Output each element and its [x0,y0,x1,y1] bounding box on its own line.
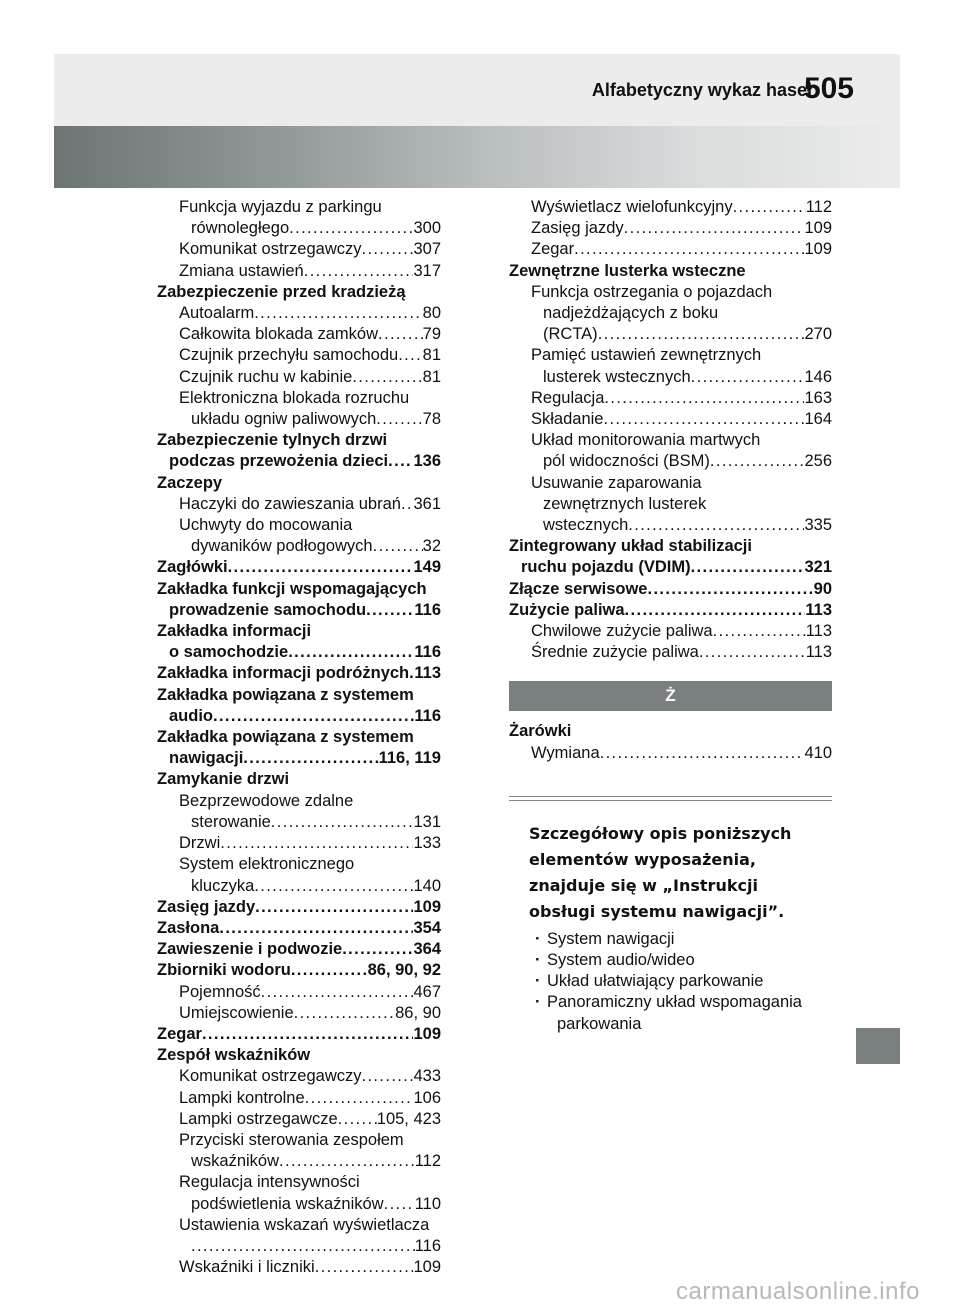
entry-page: 361 [413,494,441,513]
entry-page: 116 [414,643,441,662]
index-entry [509,388,832,409]
leader-dots [342,939,413,960]
entry-label: Zmiana ustawień [179,261,304,280]
leader-dots [289,218,413,239]
leader-dots [691,367,805,388]
leader-dots [378,324,423,345]
index-entry: Funkcja wyjazdu z parkingu [179,198,382,216]
leader-dots [362,239,414,260]
entry-page: 270 [804,325,832,344]
index-entry: Bezprzewodowe zdalne [179,791,354,810]
leader-dots [373,536,423,557]
entry-label: Lampki kontrolne [179,1088,305,1107]
entry-label: Zawieszenie i podwozie [157,940,343,959]
index-entry: Zespół wskaźników [157,1046,311,1065]
note-list-item: · System nawigacji [509,929,832,950]
index-entry [509,557,832,578]
index-entry [157,494,441,515]
entry-page: 163 [804,388,832,407]
leader-dots [202,1024,414,1045]
index-entry: Pamięć ustawień zewnętrznych [531,346,762,365]
entry-page: 90 [813,579,832,598]
index-entry: Zabezpieczenie przed kradzieżą [157,282,406,301]
entry-page: 80 [422,304,441,323]
leader-dots [733,197,806,218]
entry-page: 256 [804,452,832,471]
index-entry [509,367,832,388]
note-heading-line: elementów wyposażenia, [529,849,756,869]
index-entry [157,239,441,260]
entry-page: 354 [413,918,441,937]
entry-page: 105, 423 [376,1109,441,1128]
entry-label: Pojemność [179,982,261,1001]
index-entry [509,743,832,764]
leader-dots [279,1151,415,1172]
entry-label: Czujnik ruchu w kabinie [179,367,353,386]
note-list-item: · Panoramiczny układ wspomagania [509,992,832,1013]
entry-page: 364 [413,940,441,959]
index-entry [157,960,441,981]
leader-dots [384,1194,415,1215]
entry-label: lusterek wstecznych [543,367,691,386]
index-entry [157,409,441,430]
note-heading-line: znajduje się w „Instrukcji [529,875,758,895]
index-entry: Funkcja ostrzegania o pojazdach [531,282,773,301]
entry-page: 109 [804,219,832,238]
index-entry [157,1066,441,1087]
index-entry [157,706,441,727]
entry-label: Zużycie paliwa [509,600,625,619]
entry-label: wstecznych [543,516,629,535]
entry-page: 321 [804,558,832,577]
entry-label: Zagłówki [157,558,228,577]
entry-page: 433 [413,1067,441,1086]
entry-label: audio [169,706,213,725]
entry-label: Czujnik przechyłu samochodu [179,346,399,365]
index-entry [157,833,441,854]
index-list-section [509,721,832,763]
index-entry: Przyciski sterowania zespołem [179,1130,404,1149]
index-entry [157,1003,441,1024]
entry-page: 78 [422,410,441,429]
entry-label: układu ogniw paliwowych [191,410,377,429]
section-letter-bar: Ż [509,681,832,711]
entry-label: o samochodzie [169,643,289,662]
index-entry [157,748,441,769]
entry-page: 32 [422,537,441,556]
index-entry [509,515,832,536]
index-entry [157,1194,441,1215]
entry-page: 86, 90, 92 [367,961,441,980]
entry-page: 116 [414,600,441,619]
entry-page: 113 [805,600,832,619]
index-entry [509,218,832,239]
divider [509,796,832,801]
leader-dots [219,918,413,939]
entry-page: 133 [413,834,441,853]
index-entry: Uchwyty do mocowania [179,516,353,535]
entry-page: 317 [413,261,441,280]
leader-dots [401,494,414,515]
index-entry: Żarówki [509,722,572,741]
index-entry [157,536,441,557]
note-list-item-continuation: parkowania [557,1014,642,1033]
index-entry: Zewnętrzne lusterka wsteczne [509,261,746,280]
index-entry: Zakładka funkcji wspomagających [157,579,427,598]
leader-dots [598,324,805,345]
index-entry: System elektronicznego [179,855,355,874]
entry-label: podczas przewożenia dzieci [169,452,389,471]
index-column-right [509,197,832,1035]
leader-dots [305,1088,414,1109]
index-entry: Zintegrowany układ stabilizacji [509,537,752,556]
entry-label: Drzwi [179,834,221,853]
entry-page: 300 [413,219,441,238]
leader-dots [398,345,422,366]
leader-dots [294,1003,396,1024]
leader-dots [261,982,414,1003]
index-entry [509,451,832,472]
entry-label: Wyświetlacz wielofunkcyjny [531,198,733,216]
leader-dots [388,451,413,472]
entry-page: 335 [804,516,832,535]
entry-label: Zegar [157,1024,202,1043]
entry-page: 146 [804,367,832,386]
leader-dots [376,409,422,430]
entry-page: 79 [422,325,441,344]
entry-page: 116 [414,1236,441,1255]
entry-label: Komunikat ostrzegawczy [179,1067,362,1086]
entry-label: sterowanie [191,812,271,831]
entry-label: Umiejscowienie [179,1003,294,1022]
index-list-right [509,197,832,663]
entry-label: Wskaźniki i liczniki [179,1258,315,1277]
leader-dots [713,621,806,642]
leader-dots [271,812,414,833]
entry-label: Regulacja [531,388,605,407]
index-entry [509,197,832,218]
leader-dots [228,557,414,578]
entry-page: 136 [413,452,441,471]
index-entry [157,642,441,663]
leader-dots [710,451,805,472]
entry-label: Zasłona [157,918,220,937]
leader-dots [624,218,805,239]
leader-dots [254,303,422,324]
index-entry [509,239,832,260]
entry-page: 113 [805,622,832,641]
index-entry [157,918,441,939]
index-entry [157,367,441,388]
leader-dots [291,960,368,981]
leader-dots [600,743,805,764]
index-entry [157,939,441,960]
entry-label: pól widoczności (BSM) [543,452,710,471]
note-list-item: · Układ ułatwiający parkowanie [509,971,832,992]
entry-label: wskaźników [191,1152,280,1171]
entry-label: Wymiana [531,743,600,762]
entry-label: równoległego [191,219,290,238]
leader-dots [603,409,804,430]
entry-label: prowadzenie samochodu [169,600,367,619]
entry-label: Złącze serwisowe [509,579,648,598]
index-entry [157,663,441,684]
watermark: carmanualsonline.info [676,1278,920,1305]
leader-dots [255,897,413,918]
entry-page: 112 [414,1152,441,1171]
entry-label: (RCTA) [543,325,598,344]
index-entry: Zakładka powiązana z systemem [157,685,414,704]
leader-dots [648,579,814,600]
leader-dots [315,1257,414,1278]
index-entry: Układ monitorowania martwych [531,431,761,450]
entry-page: 110 [414,1194,441,1213]
leader-dots [604,388,804,409]
entry-label: Zbiorniki wodoru [157,961,291,980]
index-entry [157,261,441,282]
entry-label: Autoalarm [179,304,255,323]
index-entry [509,621,832,642]
leader-dots [213,706,414,727]
entry-page: 106 [413,1088,441,1107]
index-entry: Zabezpieczenie tylnych drzwi [157,431,388,450]
entry-label: Zakładka informacji podróżnych [157,664,410,683]
index-entry: Zakładka informacji [157,622,312,641]
entry-page: 81 [422,367,441,386]
entry-label: Komunikat ostrzegawczy [179,240,362,259]
index-entry [157,303,441,324]
index-entry [157,1151,441,1172]
entry-page: 109 [413,1258,441,1277]
leader-dots [362,1066,414,1087]
entry-label: nawigacji [169,749,244,768]
entry-label: kluczyka [191,876,255,895]
entry-page: 410 [804,743,832,762]
header-title: Alfabetyczny wykaz haseł [591,80,812,100]
leader-dots [625,600,806,621]
entry-page: 113 [414,664,441,683]
index-entry: Ustawienia wskazań wyświetlacza [179,1215,430,1234]
entry-page: 164 [804,410,832,429]
leader-dots [304,261,414,282]
index-entry [157,1109,441,1130]
index-entry: Zaczepy [157,473,223,492]
entry-page: 149 [413,558,441,577]
note-heading-line: Szczegółowy opis poniższych [529,823,792,843]
index-entry [157,345,441,366]
entry-label: Lampki ostrzegawcze [179,1109,338,1128]
index-entry [157,218,441,239]
index-entry [157,1088,441,1109]
index-entry [157,1024,441,1045]
index-entry: Usuwanie zaparowania [531,473,702,492]
entry-page: 116, 119 [378,749,441,768]
entry-label: Chwilowe zużycie paliwa [531,622,713,641]
leader-dots [338,1109,377,1130]
note-list [509,929,832,1035]
leader-dots [288,642,414,663]
entry-page: 86, 90 [395,1003,441,1022]
index-entry [157,451,441,472]
entry-page: 109 [413,897,441,916]
entry-page: 81 [422,346,441,365]
leader-dots [254,876,413,897]
entry-page: 109 [804,240,832,259]
entry-label: Całkowita blokada zamków [179,325,379,344]
leader-dots [574,239,804,260]
leader-dots [220,833,413,854]
index-entry [157,982,441,1003]
entry-label: dywaników podłogowych [191,537,373,556]
index-entry [509,409,832,430]
index-entry [157,1257,441,1278]
index-entry [509,600,832,621]
entry-page: 467 [413,982,441,1001]
index-entry [157,600,441,621]
entry-page: 113 [805,643,832,662]
leader-dots [191,1236,415,1257]
leader-dots [352,367,422,388]
index-entry [157,812,441,833]
leader-dots [628,515,804,536]
index-entry: Elektroniczna blokada rozruchu [179,388,410,407]
index-entry: Zakładka powiązana z systemem [157,728,414,747]
index-entry [509,579,832,600]
entry-page: 131 [413,812,441,831]
note-list-item: · System audio/wideo [509,950,832,971]
page-number: 505 [803,72,854,105]
entry-page: 109 [413,1024,441,1043]
index-entry: zewnętrznych lusterek [543,494,707,513]
chapter-tab [856,1028,900,1064]
index-entry: nadjeżdżających z boku [543,304,719,323]
entry-label: ruchu pojazdu (VDIM) [521,558,691,577]
note-heading-line: obsługi systemu nawigacji”. [529,901,785,921]
leader-dots [691,557,805,578]
entry-page: 140 [413,876,441,895]
leader-dots [243,748,378,769]
index-entry [157,324,441,345]
index-entry [509,642,832,663]
index-entry [157,897,441,918]
entry-label: podświetlenia wskaźników [191,1194,384,1213]
entry-page: 112 [805,198,832,216]
entry-label: Składanie [531,410,604,429]
note-heading [509,821,832,925]
entry-label: Zasięg jazdy [531,219,624,238]
index-entry [509,324,832,345]
index-entry [157,876,441,897]
index-entry [157,1236,441,1257]
index-entry [157,557,441,578]
index-column-left [157,197,441,1278]
entry-page: 307 [413,240,441,259]
index-entry: Zamykanie drzwi [157,770,290,789]
entry-label: Średnie zużycie paliwa [531,643,699,662]
leader-dots [366,600,414,621]
index-entry: Regulacja intensywności [179,1173,360,1192]
entry-label: Zegar [531,240,575,259]
entry-page: 116 [414,706,441,725]
header-gradient-bar [54,126,900,188]
entry-label: Zasięg jazdy [157,897,256,916]
leader-dots [699,642,806,663]
entry-label: Haczyki do zawieszania ubrań [179,494,401,513]
